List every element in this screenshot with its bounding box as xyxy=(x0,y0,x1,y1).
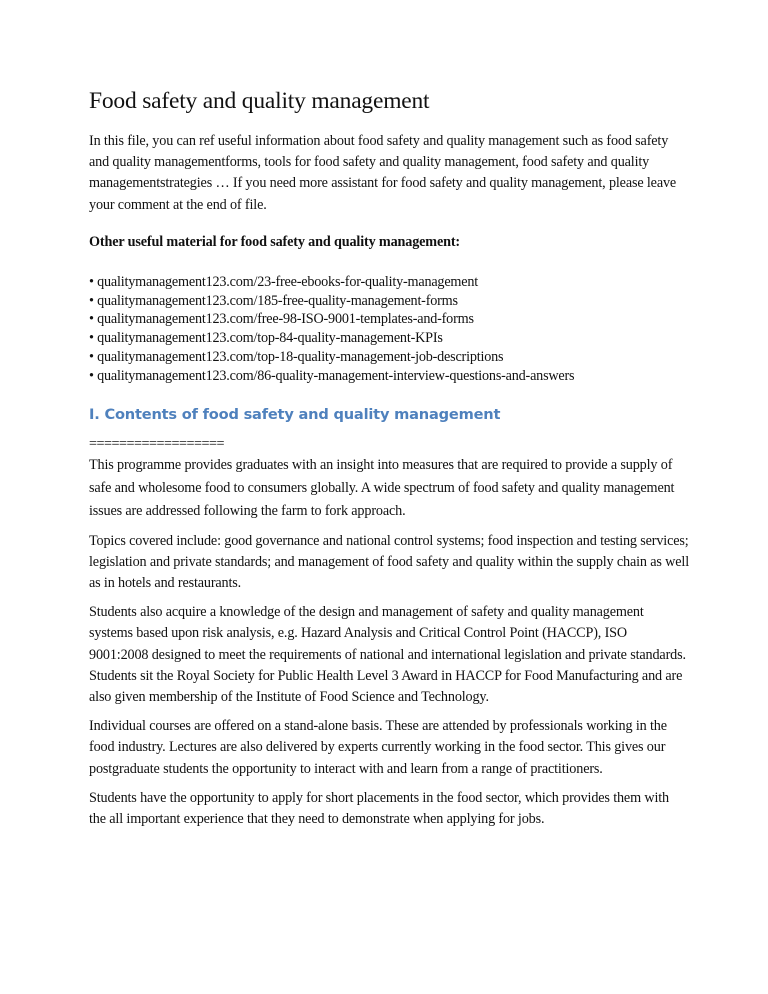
body-paragraph: This programme provides graduates with an insight into measures that are required to provide a supply of safe and wholesome food to consumers globally. A wide spectrum of food safety and quality management issues are addressed following the farm to fork approach. xyxy=(89,456,675,519)
other-material-heading: Other useful material for food safety and quality management: xyxy=(89,233,460,250)
link-list xyxy=(89,273,689,386)
section-heading: I. Contents of food safety and quality management xyxy=(89,405,501,423)
link-item[interactable]: • qualitymanagement123.com/free-98-ISO-9001-templates-and-forms xyxy=(89,311,474,328)
document-title: Food safety and quality management xyxy=(89,88,430,114)
link-item[interactable]: • qualitymanagement123.com/86-quality-management-interview-questions-and-answers xyxy=(89,367,575,384)
link-item[interactable]: • qualitymanagement123.com/185-free-quality-management-forms xyxy=(89,292,458,309)
body-paragraph: Topics covered include: good governance and national control systems; food inspection and testing services; legislation and private standards; and management of food safety and quality within the supply chain as well as in hotels and restaurants. xyxy=(89,532,690,591)
link-item[interactable]: • qualitymanagement123.com/top-18-quality-management-job-descriptions xyxy=(89,349,504,365)
body-paragraph: Students have the opportunity to apply for short placements in the food sector, which provides them with the all important experience that they need to demonstrate when applying for jobs. xyxy=(89,789,669,828)
link-item[interactable]: • qualitymanagement123.com/23-free-ebooks-for-quality-management xyxy=(89,273,478,290)
intro-paragraph: In this file, you can ref useful information about food safety and quality management such as food safety and quality managementforms, tools for food safety and quality management, food safety and quality managementstrategies … If you need more assistant for food safety and quality management, please leave your comment at the end of file. xyxy=(89,133,677,213)
link-item[interactable]: • qualitymanagement123.com/top-84-quality-management-KPIs xyxy=(89,330,443,347)
body-paragraph: Individual courses are offered on a stand-alone basis. These are attended by professionals working in the food industry. Lectures are also delivered by experts currently working in the food sector. This gives our postgraduate students the opportunity to interact with and learn from a range of practitioners. xyxy=(89,718,667,777)
body-paragraph: Students also acquire a knowledge of the design and management of safety and quality management systems based upon risk analysis, e.g. Hazard Analysis and Critical Control Point (HACCP), ISO 9001:2008 designed to meet the requirements of national and international legislation and private standards. Students sit the Royal Society for Public Health Level 3 Award in HACCP for Food Manufacturing and are also given membership of the Institute of Food Science and Technology. xyxy=(89,604,686,706)
divider-line: ================== xyxy=(89,435,225,452)
document-content xyxy=(89,88,689,838)
